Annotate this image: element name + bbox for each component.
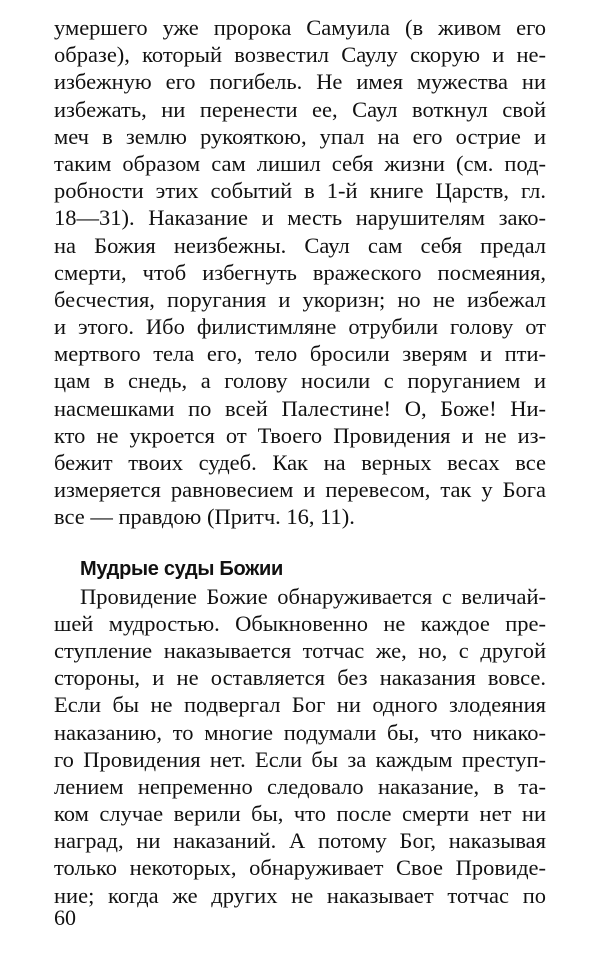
text-line: мертвого тела его, тело бросили зверям и пти- bbox=[54, 341, 546, 367]
text-line: избежать, ни перенести ее, Саул воткнул свой bbox=[54, 96, 546, 122]
text-line: бесчестия, поругания и укоризн; но не избежал bbox=[54, 286, 546, 312]
text-line: избежную его погибель. Не имея мужества ни bbox=[54, 69, 546, 95]
text-line: робности этих событий в 1-й книге Царств, гл. bbox=[54, 178, 546, 204]
text-line: и этого. Ибо филистимляне отрубили голову от bbox=[54, 314, 546, 340]
paragraph-body bbox=[54, 583, 546, 909]
text-line: только некоторых, обнаруживает Свое Провиде- bbox=[54, 855, 546, 881]
section-heading: Мудрые суды Божии bbox=[80, 557, 284, 580]
paragraph-continuation bbox=[54, 14, 546, 531]
text-line: все — правдою (Притч. 16, 11). bbox=[54, 504, 355, 530]
text-line: на Божия неизбежны. Саул сам себя предал bbox=[54, 232, 546, 258]
text-line: Если бы не подвергал Бог ни одного злодеяния bbox=[54, 692, 546, 718]
text-line: цам в снедь, а голову носили с поруганием и bbox=[54, 368, 546, 394]
text-line: ступление наказывается тотчас же, но, с другой bbox=[54, 637, 546, 663]
text-line: ком случае верили бы, что после смерти нет ни bbox=[54, 801, 546, 827]
text-line: кто не укроется от Твоего Провидения и не из- bbox=[54, 422, 546, 448]
text-line: наказанию, то многие подумали бы, что никако- bbox=[54, 719, 546, 745]
text-line: лением непременно следовало наказание, в та- bbox=[54, 773, 546, 799]
text-line: образе), который возвестил Саулу скорую и не- bbox=[54, 42, 546, 68]
text-line: бежит твоих судеб. Как на верных весах все bbox=[54, 450, 546, 475]
text-line: го Провидения нет. Если бы за каждым преступ- bbox=[54, 746, 546, 772]
text-line: 18—31). Наказание и месть нарушителям зако- bbox=[54, 205, 546, 231]
text-line: меч в землю рукояткою, упал на его острие и bbox=[54, 123, 546, 149]
text-line: измеряется равновесием и перевесом, так у Бога bbox=[54, 477, 546, 503]
page-number: 60 bbox=[54, 905, 76, 930]
text-line: Провидение Божие обнаруживается с величай- bbox=[80, 583, 546, 609]
page-text bbox=[54, 14, 546, 909]
text-line: наград, ни наказаний. А потому Бог, наказывая bbox=[54, 828, 546, 854]
text-line: умершего уже пророка Самуила (в живом его bbox=[54, 15, 546, 40]
text-line: таким образом сам лишил себя жизни (см. под- bbox=[54, 150, 546, 176]
text-line: насмешками по всей Палестине! О, Боже! Ни- bbox=[54, 395, 546, 421]
text-line: стороны, и не оставляется без наказания вовсе. bbox=[54, 665, 546, 691]
text-line: шей мудростью. Обыкновенно не каждое пре- bbox=[54, 610, 546, 636]
text-line: ние; когда же других не наказывает тотчас по bbox=[54, 882, 546, 908]
text-line: смерти, чтоб избегнуть вражеского посмеяния, bbox=[54, 259, 546, 285]
